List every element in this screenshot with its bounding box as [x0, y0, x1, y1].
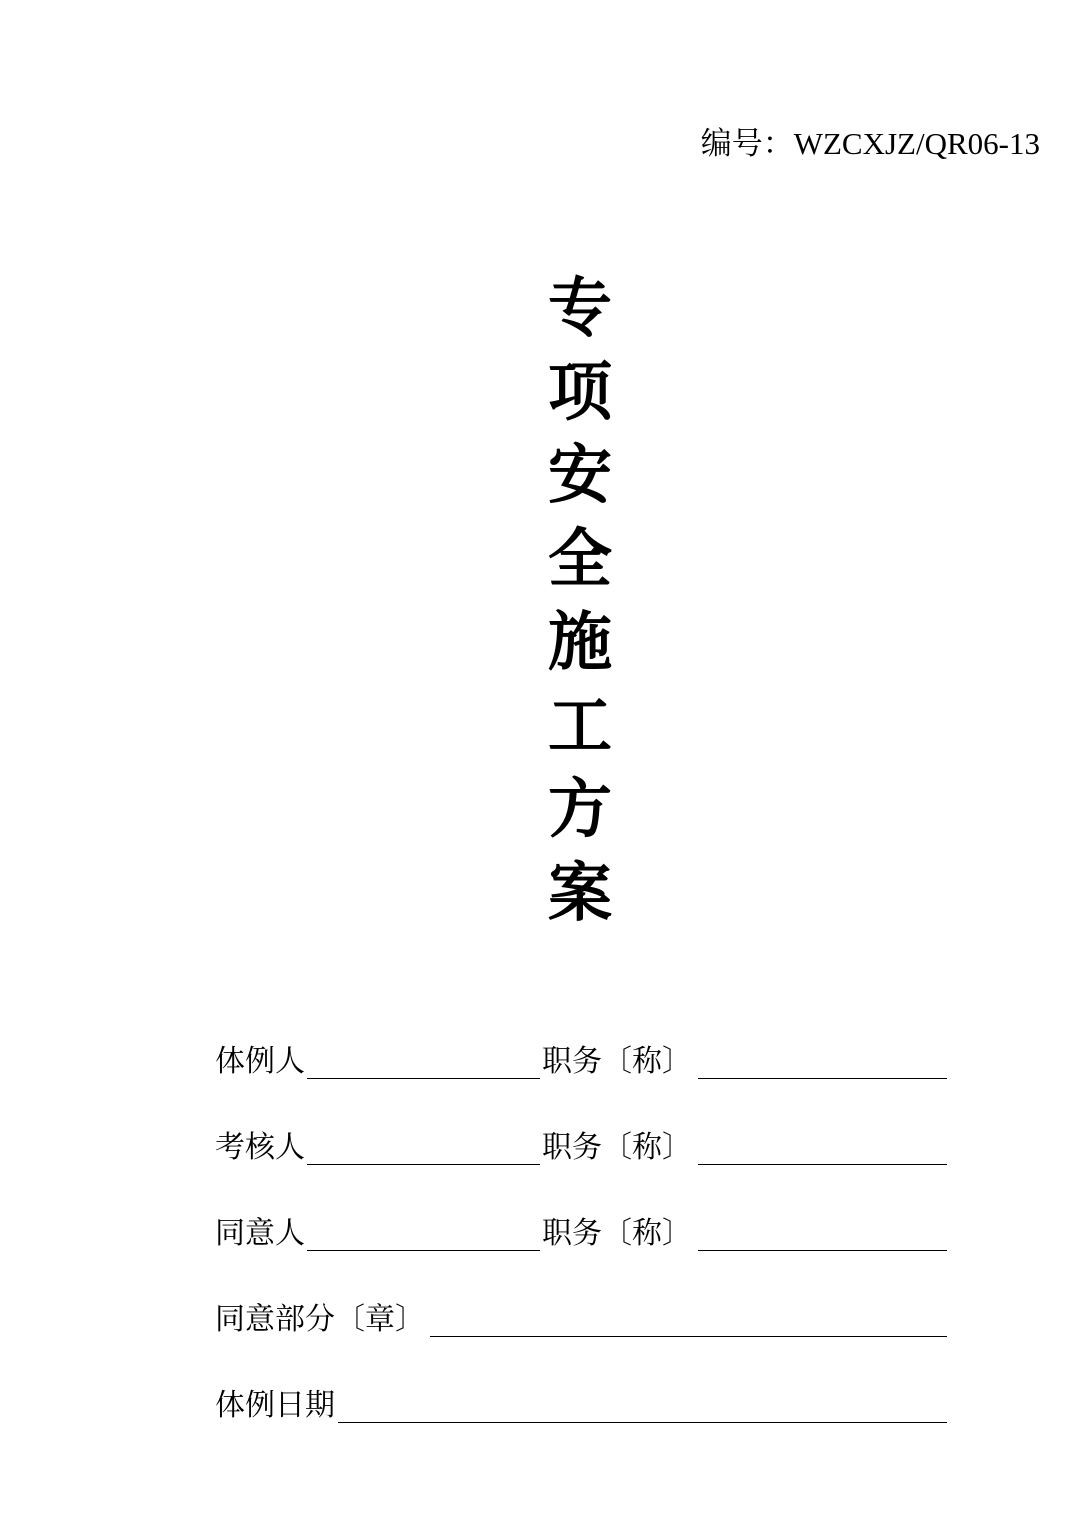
date-label: 体例日期 — [215, 1388, 335, 1423]
form-row-reviewer — [215, 1126, 947, 1212]
reviewer-field[interactable] — [307, 1164, 540, 1165]
title-char: 安 — [548, 439, 612, 513]
date-field[interactable] — [338, 1422, 947, 1423]
reviewer-title-label: 职务〔称〕 — [542, 1130, 692, 1165]
title-char: 专 — [548, 272, 612, 346]
title-char: 全 — [548, 522, 612, 597]
form-row-date — [215, 1384, 947, 1470]
title-char: 案 — [548, 856, 612, 931]
approver-label: 同意人 — [215, 1216, 305, 1251]
department-seal-label: 同意部分〔章〕 — [215, 1302, 425, 1337]
author-field[interactable] — [307, 1078, 540, 1079]
title-char: 方 — [548, 773, 612, 847]
approver-title-label: 职务〔称〕 — [542, 1216, 692, 1251]
department-seal-field[interactable] — [430, 1336, 947, 1337]
form-row-approver — [215, 1212, 947, 1298]
reviewer-title-field[interactable] — [698, 1164, 947, 1165]
author-title-label: 职务〔称〕 — [542, 1044, 692, 1079]
author-title-field[interactable] — [698, 1078, 947, 1079]
approver-field[interactable] — [307, 1250, 540, 1251]
document-number: 编号：WZCXJZ/QR06-13 — [700, 126, 1040, 161]
form-row-author — [215, 1040, 947, 1126]
signature-form — [215, 1040, 947, 1470]
form-row-department — [215, 1298, 947, 1384]
title-char: 项 — [548, 355, 612, 430]
author-label: 体例人 — [215, 1044, 305, 1079]
title-char: 工 — [548, 689, 612, 764]
title-char: 施 — [548, 606, 612, 680]
document-title — [532, 268, 628, 936]
approver-title-field[interactable] — [698, 1250, 947, 1251]
reviewer-label: 考核人 — [215, 1130, 305, 1165]
